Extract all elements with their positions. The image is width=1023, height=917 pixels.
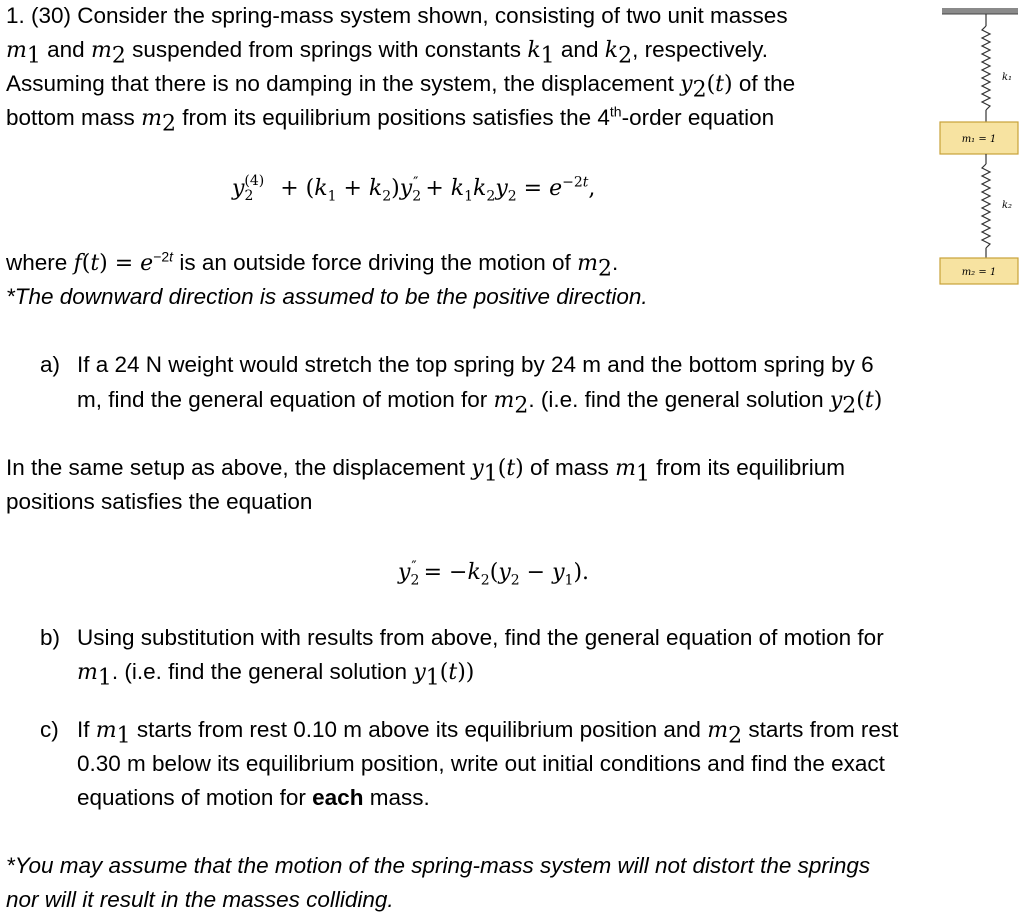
direction-note: *The downward direction is assumed to be the positive direction. — [6, 284, 648, 309]
part-c-marker: c) — [40, 717, 59, 742]
part-b-line-2: $m_1$. (i.e. find the general solution $y_1(t)$) — [77, 659, 475, 691]
m1-equation: $y_2'' = -k_2(y_2 - y_1)$. — [398, 558, 590, 589]
part-a-marker: a) — [40, 352, 61, 377]
ceiling-support — [942, 8, 1018, 14]
footnote-line-1: *You may assume that the motion of the spring-mass system will not distort the springs — [6, 853, 871, 878]
k2-label: k₂ — [1002, 200, 1013, 211]
fourth-order-equation: $y_2^{(4)} + (k_1 + k_2)y_2'' + k_1k_2y_2 = e^{-2t}$, — [232, 172, 596, 205]
spring-k1 — [982, 26, 990, 110]
footnote-line-2: nor will it result in the masses colliding. — [6, 887, 394, 912]
problem-line-2: $m_1$ and $m_2$ suspended from springs with constants $k_1$ and $k_2$, respectively. — [6, 37, 768, 69]
spring-mass-diagram — [938, 4, 1020, 288]
problem-line-3: Assuming that there is no damping in the system, the displacement $y_2(t)$ of the — [6, 71, 796, 103]
spring-k2 — [982, 164, 990, 248]
part-a-line-2: m, find the general equation of motion for $m_2$. (i.e. find the general solution $y_2(t)$ — [77, 387, 883, 419]
setup-line-1: In the same setup as above, the displacement $y_1(t)$ of mass $m_1$ from its equilibrium — [6, 455, 846, 487]
problem-header: 1. (30) Consider the spring-mass system shown, consisting of two unit masses — [6, 3, 788, 28]
part-c-line-2: 0.30 m below its equilibrium position, write out initial conditions and find the exact — [77, 751, 885, 776]
part-c-line-3: equations of motion for each mass. — [77, 785, 430, 810]
m2-label: m₂ = 1 — [961, 267, 997, 278]
setup-line-2: positions satisfies the equation — [6, 489, 313, 514]
part-a-line-1: If a 24 N weight would stretch the top spring by 24 m and the bottom spring by 6 — [77, 352, 874, 377]
part-c-line-1: If $m_1$ starts from rest 0.10 m above its equilibrium position and $m_2$ starts from rest — [77, 717, 899, 749]
part-b-marker: b) — [40, 625, 61, 650]
problem-line-4: bottom mass $m_2$ from its equilibrium positions satisfies the 4th-order equation — [6, 103, 775, 137]
m1-label: m₁ = 1 — [961, 134, 997, 145]
part-b-line-1: Using substitution with results from above, find the general equation of motion for — [77, 625, 884, 650]
k1-label: k₁ — [1002, 72, 1013, 83]
forcing-definition: where $f(t) = e^{-2t}$ is an outside force driving the motion of $m_2$. — [6, 248, 619, 282]
